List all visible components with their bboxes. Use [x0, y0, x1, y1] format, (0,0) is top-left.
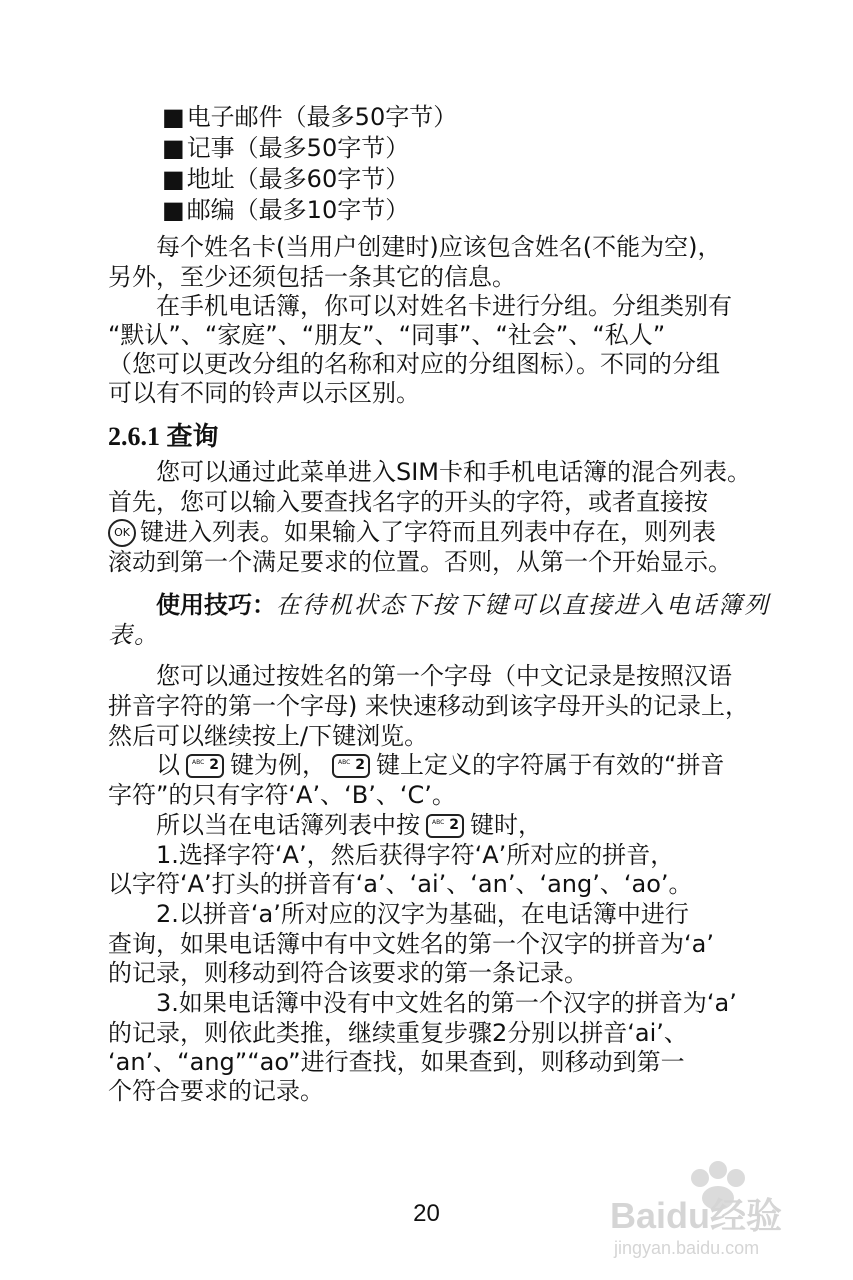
tip-line: [156, 590, 806, 620]
bullet-email: ■ 电子邮件（最多50字节）: [162, 102, 812, 132]
para3-line1: 您可以通过此菜单进入SIM卡和手机电话簿的混合列表。: [156, 458, 752, 486]
key-number: 2: [209, 757, 219, 773]
tip-end: 表。: [108, 621, 160, 649]
para1-line1: 每个姓名卡(当用户创建时)应该包含姓名(不能为空)，: [156, 233, 722, 261]
para6-b: 键时，: [470, 811, 542, 839]
key-2-icon: [186, 754, 224, 778]
step3-line2: 的记录，则依此类推，继续重复步骤2分别以拼音‘ai’、: [108, 1019, 688, 1047]
para4-line3: 然后可以继续按上/下键浏览。: [108, 722, 429, 750]
step2-line1: 2.以拼音‘a’所对应的汉字为基础，在电话簿中进行: [156, 900, 689, 928]
bullet-postcode: ■ 邮编（最多10字节）: [162, 195, 812, 225]
bullet-memo: ■ 记事（最多50字节）: [162, 133, 812, 163]
key-small-label: ABC: [338, 759, 351, 766]
para4-line1: 您可以通过按姓名的第一个字母（中文记录是按照汉语: [156, 662, 732, 690]
step2-line2: 查询，如果电话簿中有中文姓名的第一个汉字的拼音为‘a’: [108, 930, 714, 958]
watermark-brand: Baidu经验: [610, 1195, 783, 1236]
para3-line3: [108, 517, 758, 547]
step3-line4: 个符合要求的记录。: [108, 1077, 324, 1105]
step1-line2: 以字符‘A’打头的拼音有‘a’、‘ai’、‘an’、‘ang’、‘ao’。: [108, 870, 693, 898]
para2-line3: （您可以更改分组的名称和对应的分组图标）。不同的分组: [108, 350, 720, 378]
paw-icon: [600, 1150, 840, 1260]
para2-line4: 可以有不同的铃声以示区别。: [108, 379, 420, 407]
para6-line: [156, 810, 806, 840]
para2-line1: 在手机电话簿，你可以对姓名卡进行分组。分组类别有: [156, 292, 732, 320]
para3-line2: 首先，您可以输入要查找名字的开头的字符，或者直接按: [108, 488, 708, 516]
key-small-label: ABC: [432, 819, 445, 826]
section-heading: 2.6.1 查询: [108, 422, 219, 451]
page-number: 20: [413, 1200, 440, 1227]
key-number: 2: [355, 757, 365, 773]
para1-line2: 另外，至少还须包括一条其它的信息。: [108, 263, 516, 291]
step1-line1: 1.选择字符‘A’，然后获得字符‘A’所对应的拼音，: [156, 841, 675, 869]
para4-line2: 拼音字符的第一个字母) 来快速移动到该字母开头的记录上，: [108, 692, 749, 720]
ok-key-icon: OK: [108, 519, 136, 547]
para5-a: 以: [156, 751, 180, 779]
para5-c: 键上定义的字符属于有效的“拼音: [376, 751, 725, 779]
key-2-icon: [426, 814, 464, 838]
tip-label: 使用技巧：: [156, 591, 276, 619]
watermark-url: jingyan.baidu.com: [614, 1238, 760, 1258]
bullet-address: ■ 地址（最多60字节）: [162, 164, 812, 194]
key-number: 2: [449, 817, 459, 833]
step2-line3: 的记录，则移动到符合该要求的第一条记录。: [108, 959, 588, 987]
key-small-label: ABC: [192, 759, 205, 766]
key-2-icon: [332, 754, 370, 778]
para5-line2: 字符”的只有字符‘A’、‘B’、‘C’。: [108, 781, 456, 809]
step3-line3: ‘an’、“ang”“ao”进行查找，如果查到，则移动到第一: [108, 1048, 685, 1076]
baidu-watermark: [600, 1150, 840, 1260]
para5-b: 键为例，: [230, 751, 326, 779]
para3-line4: 滚动到第一个满足要求的位置。否则，从第一个开始显示。: [108, 548, 732, 576]
para6-a: 所以当在电话簿列表中按: [156, 811, 420, 839]
para2-line2: “默认”、“家庭”、“朋友”、“同事”、“社会”、“私人”: [108, 321, 666, 349]
para5-line1: [156, 750, 806, 780]
tip-body: 在待机状态下按下键可以直接进入电话簿列: [276, 591, 770, 619]
step3-line1: 3.如果电话簿中没有中文姓名的第一个汉字的拼音为‘a’: [156, 989, 737, 1017]
para3-line3-text: 键进入列表。如果输入了字符而且列表中存在，则列表: [140, 518, 716, 546]
